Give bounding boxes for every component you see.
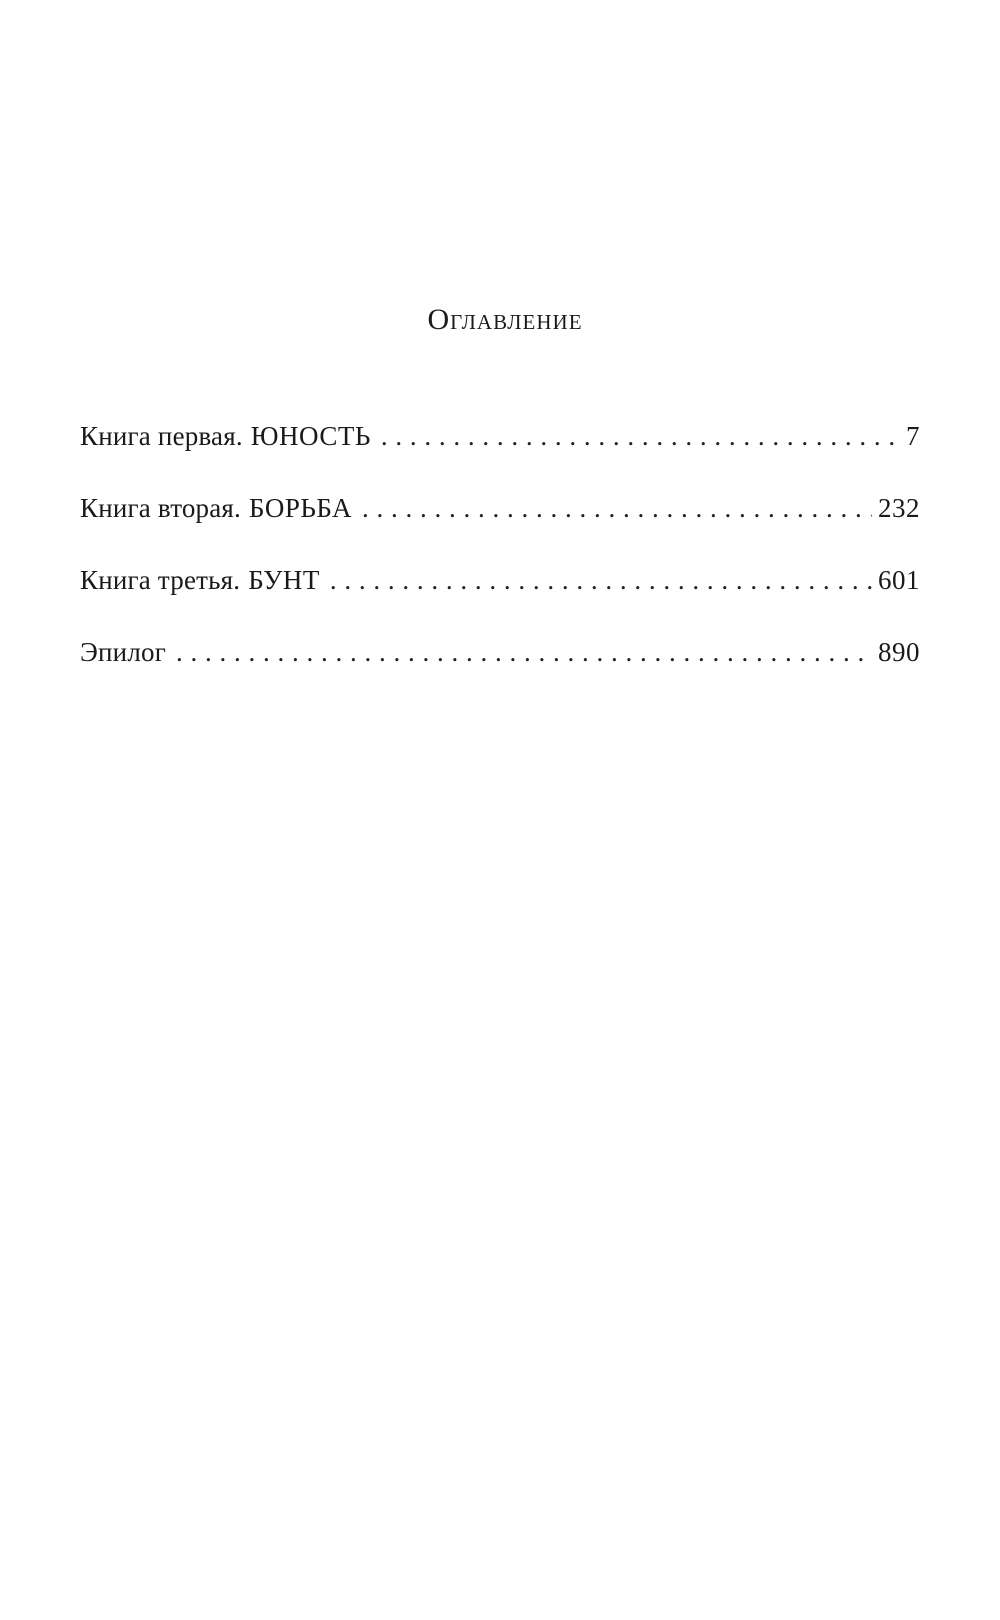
toc-entry — [80, 418, 920, 490]
toc-entry — [80, 562, 920, 634]
table-of-contents — [80, 418, 920, 706]
toc-entry-part: БУНТ — [248, 565, 320, 595]
toc-entry-label — [80, 634, 166, 670]
toc-entry-label — [80, 490, 352, 526]
toc-entry-page-number: 890 — [878, 637, 920, 667]
toc-entry-page-number: 232 — [878, 493, 920, 523]
toc-entry-page-number: 7 — [906, 421, 920, 451]
toc-entry-book: Книга вторая. — [80, 493, 241, 523]
dot-leader — [330, 562, 872, 598]
toc-entry-part: ЮНОСТЬ — [250, 421, 371, 451]
dot-leader — [176, 634, 872, 670]
table-of-contents-title: Оглавление — [427, 303, 583, 336]
toc-entry-label — [80, 418, 371, 454]
dot-leader — [362, 490, 872, 526]
toc-entry-book: Книга первая. — [80, 421, 243, 451]
toc-entry-part: БОРЬБА — [249, 493, 352, 523]
dot-leader — [381, 418, 900, 454]
toc-entry-book: Книга третья. — [80, 565, 241, 595]
toc-entry-label — [80, 562, 320, 598]
toc-entry-book: Эпилог — [80, 637, 166, 667]
toc-entry-page-number: 601 — [878, 565, 920, 595]
toc-entry — [80, 490, 920, 562]
toc-entry — [80, 634, 920, 706]
